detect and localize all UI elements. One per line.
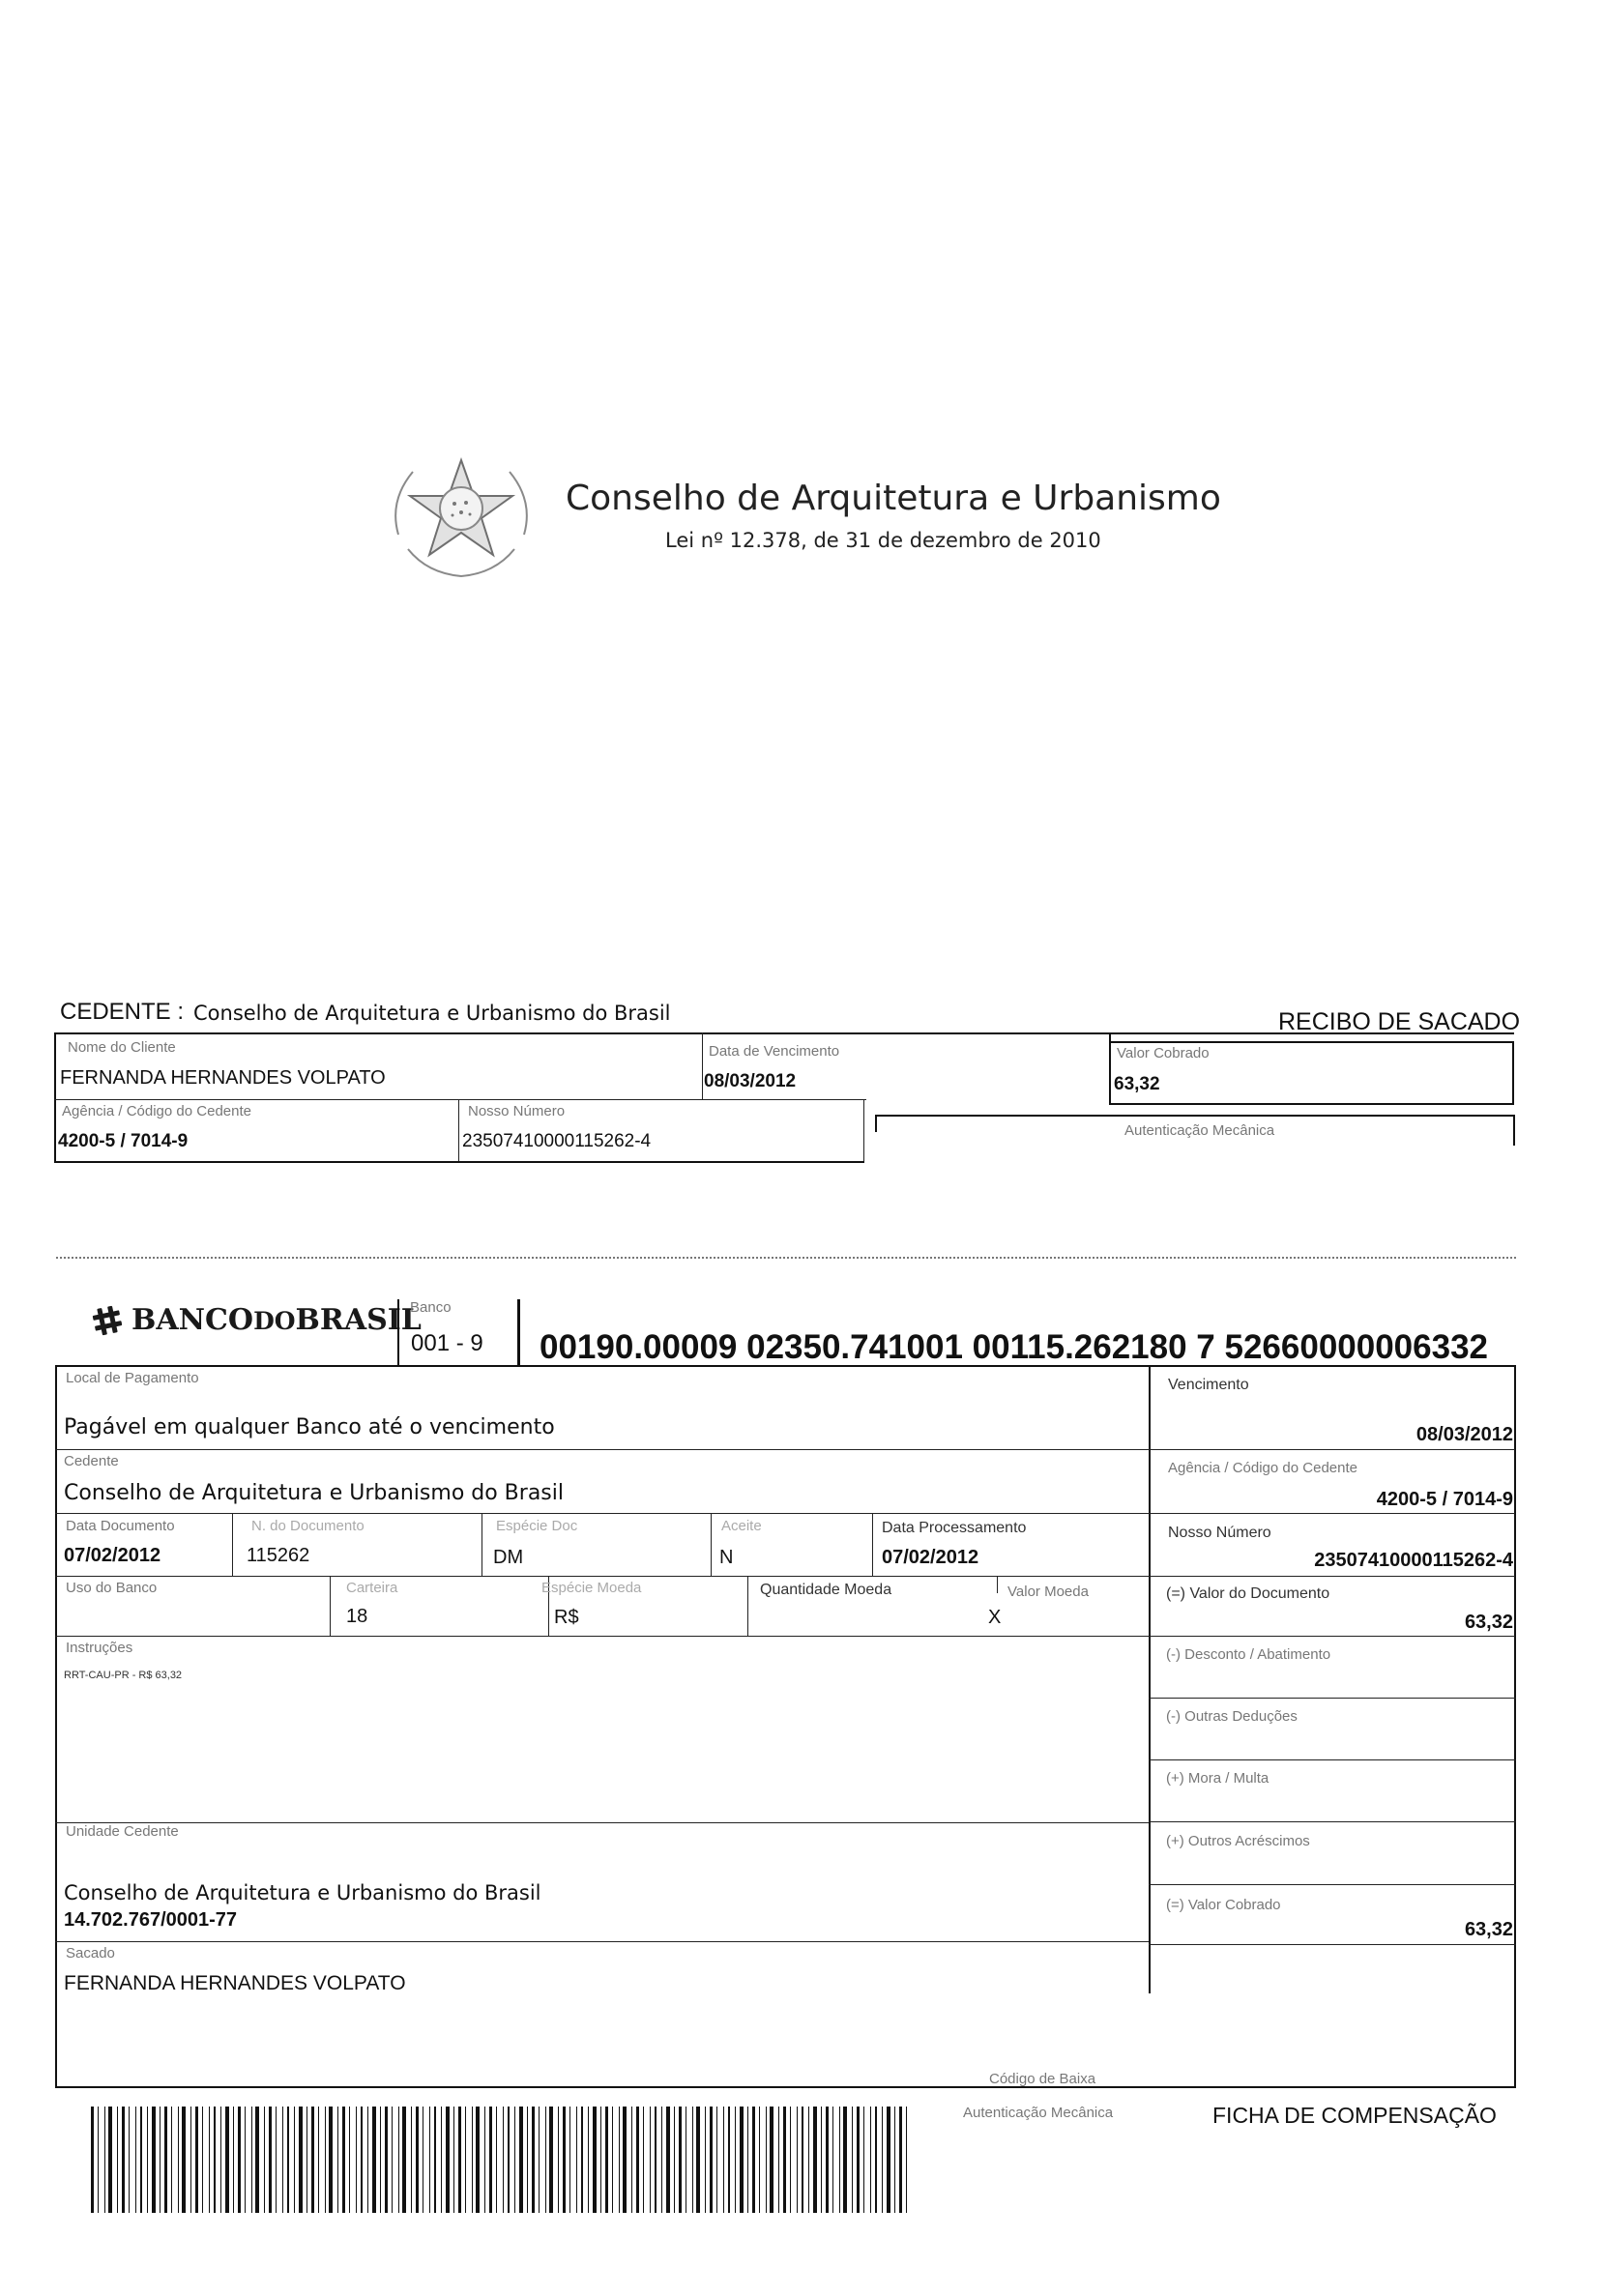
banco-label: Banco bbox=[410, 1299, 452, 1316]
barcode-bar bbox=[623, 2107, 627, 2213]
local-pagamento-label: Local de Pagamento bbox=[66, 1370, 199, 1386]
barcode-bar bbox=[863, 2107, 864, 2213]
agencia-label: Agência / Código do Cedente bbox=[1168, 1460, 1357, 1476]
sacado-label: Sacado bbox=[66, 1945, 115, 1962]
barcode-bar bbox=[337, 2107, 338, 2213]
vencimento-label: Vencimento bbox=[1168, 1377, 1249, 1393]
barcode-bar bbox=[813, 2107, 817, 2213]
barcode-bar bbox=[372, 2107, 376, 2213]
barcode-bar bbox=[306, 2107, 307, 2213]
barcode-bar bbox=[135, 2107, 136, 2213]
barcode-bar bbox=[152, 2107, 156, 2213]
barcode-bar bbox=[696, 2107, 700, 2213]
barcode-bar bbox=[650, 2107, 651, 2213]
row-line-uso bbox=[55, 1636, 1515, 1637]
council-law-subtitle: Lei nº 12.378, de 31 de dezembro de 2010 bbox=[665, 529, 1101, 552]
recibo-cedente-value: Conselho de Arquitetura e Urbanismo do Brasil bbox=[193, 1002, 671, 1025]
barcode-bar bbox=[91, 2107, 94, 2213]
aceite-label: Aceite bbox=[721, 1518, 762, 1534]
barcode-bar bbox=[674, 2107, 675, 2213]
barcode-bar bbox=[195, 2107, 198, 2213]
barcode-bar bbox=[398, 2107, 399, 2213]
mora-label: (+) Mora / Multa bbox=[1166, 1770, 1269, 1787]
recibo-title: RECIBO DE SACADO bbox=[1278, 1008, 1521, 1035]
barcode-bar bbox=[264, 2107, 265, 2213]
data-documento-label: Data Documento bbox=[66, 1518, 175, 1534]
barcode-bar bbox=[441, 2107, 442, 2213]
sep-especie-aceite bbox=[711, 1513, 712, 1576]
barcode-bar bbox=[783, 2107, 786, 2213]
barcode-bar bbox=[832, 2107, 833, 2213]
outros-acrescimos-label: (+) Outros Acréscimos bbox=[1166, 1833, 1310, 1849]
row-line-valor-cobrado-bottom bbox=[1149, 1944, 1516, 1945]
barcode-bar bbox=[446, 2107, 450, 2213]
barcode-bar bbox=[514, 2107, 515, 2213]
barcode-bar bbox=[255, 2107, 259, 2213]
unidade-cedente-cnpj: 14.702.767/0001-77 bbox=[64, 1909, 238, 1931]
especie-moeda-label: Espécie Moeda bbox=[541, 1580, 642, 1596]
row-line-sacado bbox=[55, 1941, 1149, 1942]
cut-line bbox=[56, 1257, 1516, 1259]
barcode-bar bbox=[209, 2107, 210, 2213]
especie-doc: DM bbox=[493, 1547, 524, 1568]
banco-do-brasil-logo bbox=[91, 1302, 422, 1341]
barcode-bar bbox=[549, 2107, 553, 2213]
carteira: 18 bbox=[346, 1606, 368, 1627]
barcode-bar bbox=[329, 2107, 333, 2213]
barcode-bar bbox=[857, 2107, 860, 2213]
barcode-bar bbox=[411, 2107, 412, 2213]
barcode-bar bbox=[770, 2107, 773, 2213]
barcode-bar bbox=[325, 2107, 326, 2213]
barcode-bar bbox=[852, 2107, 853, 2213]
barcode-bar bbox=[503, 2107, 504, 2213]
local-pagamento: Pagável em qualquer Banco até o vencimento bbox=[64, 1415, 555, 1439]
sep-uso-carteira bbox=[330, 1576, 331, 1636]
barcode-bar bbox=[766, 2107, 767, 2213]
barcode-bar bbox=[752, 2107, 755, 2213]
data-processamento-label: Data Processamento bbox=[882, 1520, 1027, 1536]
barcode-bar bbox=[655, 2107, 657, 2213]
barcode-bar bbox=[245, 2107, 246, 2213]
barcode-bar bbox=[569, 2107, 570, 2213]
uso-banco-label: Uso do Banco bbox=[66, 1580, 158, 1596]
row-line-desconto bbox=[1149, 1698, 1516, 1699]
barcode-bar bbox=[311, 2107, 314, 2213]
barcode-bar bbox=[496, 2107, 497, 2213]
barcode-bar bbox=[233, 2107, 234, 2213]
barcode-bar bbox=[392, 2107, 393, 2213]
recibo-autenticacao-label: Autenticação Mecânica bbox=[1124, 1122, 1275, 1139]
barcode-bar bbox=[104, 2107, 105, 2213]
valor-cobrado: 63,32 bbox=[1464, 1919, 1513, 1940]
barcode-bar bbox=[710, 2107, 713, 2213]
barcode-bar bbox=[220, 2107, 221, 2213]
recibo-bottom-line bbox=[54, 1161, 864, 1163]
barcode-bar bbox=[489, 2107, 492, 2213]
desconto-label: (-) Desconto / Abatimento bbox=[1166, 1646, 1331, 1663]
barcode-bar bbox=[282, 2107, 283, 2213]
recibo-nosso-numero-label: Nosso Número bbox=[468, 1103, 566, 1119]
vencimento: 08/03/2012 bbox=[1415, 1424, 1513, 1445]
barcode-bar bbox=[476, 2107, 480, 2213]
barcode-bar bbox=[759, 2107, 760, 2213]
barcode-bar bbox=[171, 2107, 172, 2213]
barcode-bar bbox=[790, 2107, 791, 2213]
codigo-baixa-label: Código de Baixa bbox=[989, 2071, 1096, 2087]
recibo-nome-cliente: FERNANDA HERNANDES VOLPATO bbox=[60, 1067, 386, 1089]
barcode-bar bbox=[728, 2107, 730, 2213]
barcode-bar bbox=[294, 2107, 295, 2213]
recibo-nosso-numero: 23507410000115262-4 bbox=[462, 1131, 652, 1151]
bank-name-brasil: BRASIL bbox=[295, 1303, 422, 1337]
banco-code: 001 - 9 bbox=[411, 1330, 483, 1356]
coat-of-arms-seal bbox=[369, 443, 553, 588]
barcode-bar bbox=[385, 2107, 388, 2213]
instrucoes-label: Instruções bbox=[66, 1640, 133, 1656]
barcode-bar bbox=[545, 2107, 546, 2213]
barcode-bar bbox=[287, 2107, 289, 2213]
outras-deducoes-label: (-) Outras Deduções bbox=[1166, 1708, 1298, 1725]
barcode-bar bbox=[214, 2107, 216, 2213]
barcode-bar bbox=[98, 2107, 99, 2213]
recibo-div-vencimento bbox=[702, 1032, 703, 1099]
data-processamento: 07/02/2012 bbox=[882, 1547, 979, 1568]
barcode-bar bbox=[887, 2107, 890, 2213]
barcode-bar bbox=[416, 2107, 419, 2213]
barcode-bar bbox=[453, 2107, 454, 2213]
barcode-bar bbox=[593, 2107, 597, 2213]
data-documento: 07/02/2012 bbox=[64, 1545, 161, 1566]
cedente: Conselho de Arquitetura e Urbanismo do Brasil bbox=[64, 1481, 564, 1505]
barcode bbox=[89, 2107, 911, 2213]
autenticacao-mecanica-label: Autenticação Mecânica bbox=[963, 2105, 1114, 2121]
barcode-bar bbox=[356, 2107, 357, 2213]
barcode-bar bbox=[276, 2107, 277, 2213]
recibo-top-line bbox=[54, 1032, 1514, 1034]
sep-aceite-dataproc bbox=[872, 1513, 873, 1576]
barcode-bar bbox=[661, 2107, 662, 2213]
barcode-bar bbox=[178, 2107, 179, 2213]
barcode-bar bbox=[429, 2107, 430, 2213]
barcode-bar bbox=[735, 2107, 736, 2213]
barcode-bar bbox=[563, 2107, 566, 2213]
barcode-bar bbox=[899, 2107, 902, 2213]
barcode-bar bbox=[122, 2107, 125, 2213]
recibo-valor-cobrado: 63,32 bbox=[1114, 1074, 1160, 1094]
barcode-bar bbox=[182, 2107, 186, 2213]
banco-box-left bbox=[397, 1299, 399, 1365]
ficha-right-column-line bbox=[1149, 1365, 1151, 1993]
carteira-label: Carteira bbox=[346, 1580, 398, 1596]
barcode-bar bbox=[612, 2107, 613, 2213]
num-documento-label: N. do Documento bbox=[251, 1518, 365, 1534]
sep-quant-valor bbox=[997, 1576, 998, 1593]
quantidade-moeda-label: Quantidade Moeda bbox=[760, 1582, 892, 1598]
especie-moeda: R$ bbox=[554, 1607, 579, 1628]
especie-doc-label: Espécie Doc bbox=[496, 1518, 578, 1534]
barcode-bar bbox=[666, 2107, 670, 2213]
valor-cobrado-label: (=) Valor Cobrado bbox=[1166, 1897, 1281, 1913]
unidade-cedente-label: Unidade Cedente bbox=[66, 1823, 179, 1840]
nosso-numero: 23507410000115262-4 bbox=[1314, 1550, 1513, 1571]
recibo-valor-cobrado-label: Valor Cobrado bbox=[1117, 1045, 1210, 1061]
recibo-div-nosso bbox=[458, 1099, 459, 1163]
row-line-mora bbox=[1149, 1821, 1516, 1822]
row-line-datadoc bbox=[55, 1576, 1515, 1577]
barcode-bar bbox=[679, 2107, 682, 2213]
instrucoes: RRT-CAU-PR - R$ 63,32 bbox=[64, 1670, 183, 1681]
barcode-bar bbox=[251, 2107, 252, 2213]
sep-especie-quant bbox=[747, 1576, 748, 1636]
banco-do-brasil-logo-icon bbox=[91, 1304, 124, 1337]
barcode-bar bbox=[380, 2107, 381, 2213]
barcode-bar bbox=[870, 2107, 871, 2213]
row-line-cedente bbox=[55, 1513, 1515, 1514]
barcode-bar bbox=[108, 2107, 112, 2213]
barcode-bar bbox=[631, 2107, 632, 2213]
barcode-bar bbox=[402, 2107, 406, 2213]
barcode-bar bbox=[740, 2107, 744, 2213]
ficha-compensacao-title: FICHA DE COMPENSAÇÃO bbox=[1212, 2103, 1497, 2128]
barcode-bar bbox=[619, 2107, 620, 2213]
aceite: N bbox=[719, 1547, 734, 1568]
bank-name-banco: BANCO bbox=[131, 1303, 254, 1337]
recibo-autenticacao-line bbox=[875, 1115, 1513, 1117]
barcode-bar bbox=[269, 2107, 272, 2213]
council-title: Conselho de Arquitetura e Urbanismo bbox=[566, 479, 1221, 518]
barcode-bar bbox=[539, 2107, 540, 2213]
barcode-bar bbox=[342, 2107, 345, 2213]
barcode-bar bbox=[875, 2107, 877, 2213]
barcode-bar bbox=[532, 2107, 535, 2213]
recibo-agencia: 4200-5 / 7014-9 bbox=[58, 1131, 189, 1151]
barcode-bar bbox=[839, 2107, 840, 2213]
recibo-div-right bbox=[863, 1099, 864, 1163]
recibo-valor-left bbox=[1109, 1032, 1111, 1105]
bank-name bbox=[131, 1303, 422, 1337]
barcode-bar bbox=[808, 2107, 809, 2213]
barcode-bar bbox=[576, 2107, 577, 2213]
barcode-bar bbox=[140, 2107, 142, 2213]
recibo-data-vencimento-label: Data de Vencimento bbox=[709, 1043, 840, 1060]
recibo-cedente-label: CEDENTE : bbox=[60, 999, 185, 1025]
nosso-numero-label: Nosso Número bbox=[1168, 1525, 1271, 1541]
barcode-bar bbox=[882, 2107, 883, 2213]
barcode-bar bbox=[190, 2107, 191, 2213]
barcode-bar bbox=[705, 2107, 706, 2213]
valor-moeda: X bbox=[988, 1607, 1002, 1628]
barcode-bar bbox=[434, 2107, 436, 2213]
barcode-bar bbox=[238, 2107, 241, 2213]
valor-documento: 63,32 bbox=[1464, 1612, 1513, 1633]
recibo-autenticacao-right bbox=[1513, 1115, 1515, 1146]
barcode-bar bbox=[349, 2107, 350, 2213]
barcode-bar bbox=[778, 2107, 779, 2213]
barcode-bar bbox=[558, 2107, 559, 2213]
recibo-autenticacao-left bbox=[875, 1115, 877, 1132]
barcode-bar bbox=[202, 2107, 203, 2213]
row-line-unidade bbox=[55, 1822, 1149, 1823]
sacado: FERNANDA HERNANDES VOLPATO bbox=[64, 1972, 406, 1994]
barcode-bar bbox=[636, 2107, 639, 2213]
barcode-bar bbox=[894, 2107, 895, 2213]
row-line-local bbox=[55, 1449, 1515, 1450]
barcode-bar bbox=[472, 2107, 473, 2213]
barcode-bar bbox=[147, 2107, 148, 2213]
barcode-bar bbox=[361, 2107, 363, 2213]
row-line-acrescimos bbox=[1149, 1884, 1516, 1885]
recibo-agencia-label: Agência / Código do Cedente bbox=[62, 1103, 251, 1119]
barcode-bar bbox=[117, 2107, 118, 2213]
barcode-bar bbox=[802, 2107, 803, 2213]
barcode-bar bbox=[643, 2107, 644, 2213]
bank-name-do: DO bbox=[253, 1307, 296, 1335]
barcode-bar bbox=[465, 2107, 466, 2213]
num-documento: 115262 bbox=[247, 1545, 310, 1566]
banco-box-right bbox=[517, 1299, 520, 1365]
valor-moeda-label: Valor Moeda bbox=[1007, 1584, 1089, 1600]
barcode-bar bbox=[299, 2107, 303, 2213]
barcode-bar bbox=[367, 2107, 368, 2213]
barcode-bar bbox=[600, 2107, 601, 2213]
barcode-bar bbox=[716, 2107, 717, 2213]
recibo-mid-line-left bbox=[54, 1099, 866, 1100]
barcode-bar bbox=[527, 2107, 528, 2213]
agencia: 4200-5 / 7014-9 bbox=[1376, 1489, 1513, 1510]
barcode-bar bbox=[797, 2107, 798, 2213]
barcode-bar bbox=[458, 2107, 461, 2213]
recibo-nome-cliente-label: Nome do Cliente bbox=[68, 1039, 176, 1056]
barcode-bar bbox=[826, 2107, 829, 2213]
barcode-bar bbox=[692, 2107, 693, 2213]
barcode-bar bbox=[605, 2107, 608, 2213]
cedente-label: Cedente bbox=[64, 1453, 119, 1469]
barcode-bar bbox=[225, 2107, 229, 2213]
barcode-bar bbox=[906, 2107, 907, 2213]
barcode-bar bbox=[484, 2107, 485, 2213]
barcode-bar bbox=[519, 2107, 523, 2213]
barcode-bar bbox=[843, 2107, 847, 2213]
linha-digitavel: 00190.00009 02350.741001 00115.262180 7 52660000006332 bbox=[540, 1328, 1489, 1366]
barcode-bar bbox=[129, 2107, 130, 2213]
row-line-deducoes bbox=[1149, 1759, 1516, 1760]
barcode-bar bbox=[508, 2107, 510, 2213]
unidade-cedente-nome: Conselho de Arquitetura e Urbanismo do Brasil bbox=[64, 1881, 541, 1904]
sep-datadoc-ndoc bbox=[232, 1513, 233, 1576]
barcode-bar bbox=[821, 2107, 822, 2213]
recibo-data-vencimento: 08/03/2012 bbox=[704, 1071, 797, 1091]
recibo-left-line bbox=[54, 1032, 56, 1163]
barcode-bar bbox=[318, 2107, 319, 2213]
barcode-bar bbox=[164, 2107, 167, 2213]
barcode-bar bbox=[588, 2107, 589, 2213]
barcode-bar bbox=[581, 2107, 583, 2213]
barcode-bar bbox=[723, 2107, 724, 2213]
barcode-bar bbox=[747, 2107, 748, 2213]
valor-documento-label: (=) Valor do Documento bbox=[1166, 1585, 1330, 1602]
